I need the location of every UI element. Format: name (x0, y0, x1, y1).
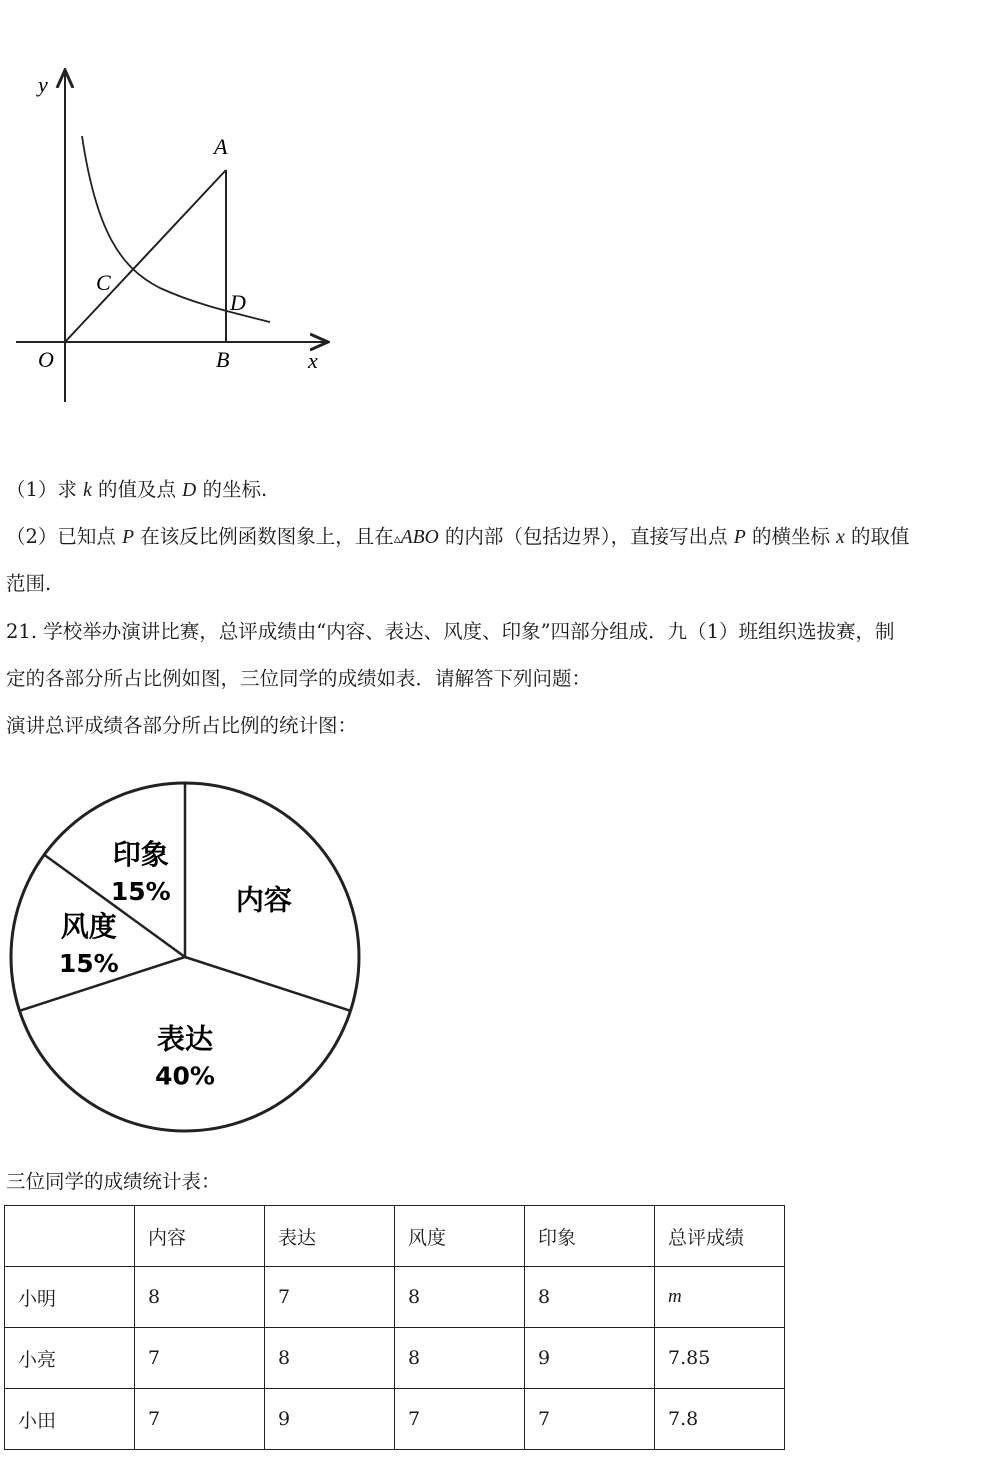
table-header-row (5, 1206, 785, 1267)
pie-slice-name: 风度 (60, 909, 117, 943)
table-cell: 8 (395, 1267, 525, 1328)
header-cell-blank (5, 1206, 135, 1267)
q2-text-mid1: 在该反比例函数图象上，且在 (134, 525, 394, 548)
label-A: A (214, 134, 228, 159)
pie-slice-name: 表达 (156, 1022, 214, 1056)
table-row (5, 1267, 785, 1328)
pie-slice-name: 内容 (235, 883, 292, 917)
table-cell: 7 (135, 1389, 265, 1450)
label-y: y (38, 72, 48, 97)
question-21-line1: 21. 学校举办演讲比赛，总评成绩由“内容、表达、风度、印象”四部分组成．九（1）班组织选拔赛，制 (6, 620, 895, 643)
table-cell: 8 (525, 1267, 655, 1328)
table-cell: 9 (525, 1328, 655, 1389)
pie-chart (0, 760, 370, 1150)
label-B: B (216, 347, 230, 372)
table-cell: 8 (265, 1328, 395, 1389)
table-cell: 小明 (5, 1267, 135, 1328)
table-row (5, 1389, 785, 1450)
q2-text-mid3: 的横坐标 (745, 525, 837, 548)
table-row (5, 1328, 785, 1389)
question-2-line1 (6, 525, 910, 551)
question-21-line2: 定的各部分所占比例如图，三位同学的成绩如表．请解答下列问题： (6, 667, 592, 690)
score-table (4, 1205, 785, 1450)
coordinate-graph (0, 60, 340, 410)
table-cell: 小亮 (5, 1328, 135, 1389)
q2-text-pre: （2）已知点 (6, 525, 123, 548)
table-cell: 7 (265, 1267, 395, 1328)
header-cell-demeanor: 风度 (395, 1206, 525, 1267)
pie-slice-percent: 40% (155, 1061, 215, 1091)
pie-slice-name: 印象 (112, 838, 169, 872)
q2-var-ABO: ABO (400, 527, 439, 548)
q2-text-mid2: 的内部（包括边界），直接写出点 (438, 525, 734, 548)
pie-caption: 演讲总评成绩各部分所占比例的统计图： (6, 714, 358, 737)
header-cell-expression: 表达 (265, 1206, 395, 1267)
table-cell: m (655, 1267, 785, 1328)
table-cell: 8 (135, 1267, 265, 1328)
header-cell-impression: 印象 (525, 1206, 655, 1267)
question-2-line2: 范围. (6, 572, 52, 595)
header-cell-content: 内容 (135, 1206, 265, 1267)
q1-text-pre: （1）求 (6, 478, 84, 501)
table-cell: 小田 (5, 1389, 135, 1450)
table-cell: 7 (525, 1389, 655, 1450)
q1-var-D: D (182, 480, 197, 501)
label-x: x (308, 348, 318, 373)
q1-var-k: k (83, 480, 92, 501)
table-cell: 7.85 (655, 1328, 785, 1389)
question-1 (6, 478, 267, 503)
table-cell: 7.8 (655, 1389, 785, 1450)
q1-text-post: 的坐标. (196, 478, 268, 501)
label-C: C (96, 270, 111, 295)
label-D: D (230, 290, 246, 315)
q2-text-post: 的取值 (844, 525, 910, 548)
table-cell: 8 (395, 1328, 525, 1389)
table-caption: 三位同学的成绩统计表： (6, 1170, 221, 1193)
label-O: O (38, 347, 54, 372)
triangle-symbol: ▵ (393, 531, 401, 547)
pie-slice-percent: 15% (58, 948, 119, 978)
table-cell: 7 (135, 1328, 265, 1389)
table-cell: 9 (265, 1389, 395, 1450)
pie-slice-percent: 15% (110, 877, 171, 907)
q2-var-P: P (122, 527, 135, 548)
q2-var-x: x (836, 527, 845, 548)
q1-text-mid: 的值及点 (91, 478, 183, 501)
table-cell: 7 (395, 1389, 525, 1450)
segment-OA (65, 170, 226, 342)
pie-slice-label (236, 884, 292, 917)
header-cell-total: 总评成绩 (655, 1206, 785, 1267)
q2-var-P2: P (733, 527, 746, 548)
